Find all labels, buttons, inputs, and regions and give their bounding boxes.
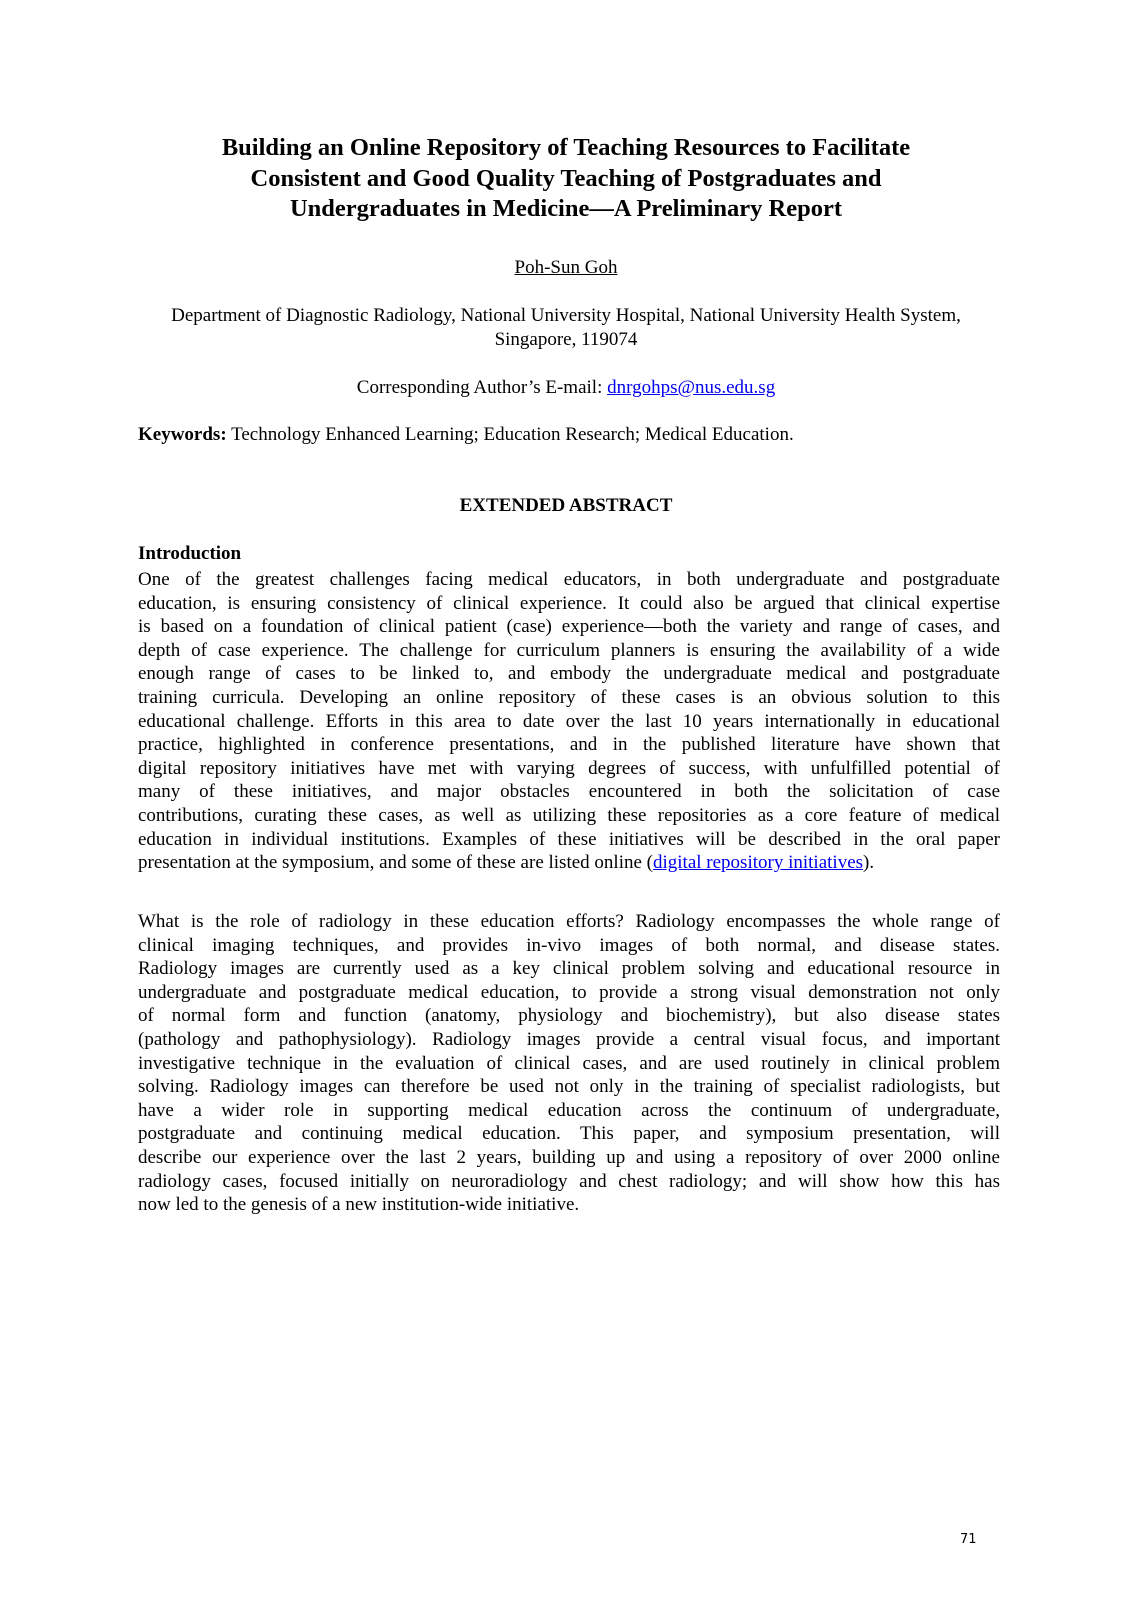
introduction-heading: Introduction (138, 543, 242, 564)
text-line: One of the greatest challenges facing medical educators, in both undergraduate and postgraduate (138, 569, 1000, 590)
text-fragment: ). (863, 852, 875, 874)
keywords-label: Keywords: (138, 424, 227, 445)
text-line: postgraduate and continuing medical education. This paper, and symposium presentation, will (138, 1123, 1000, 1145)
text-line: enough range of cases to be linked to, and embody the undergraduate medical and postgraduate (138, 663, 1000, 685)
digital-repository-initiatives-link[interactable]: digital repository initiatives (653, 852, 864, 874)
text-line: clinical imaging techniques, and provides in-vivo images of both normal, and disease states. (138, 934, 1000, 956)
text-line: contributions, curating these cases, as well as utilizing these repositories as a core feature of medical (138, 804, 1000, 826)
text-line: is based on a foundation of clinical patient (case) experience—both the variety and range of cases, and (138, 616, 1000, 638)
text-line: have a wider role in supporting medical education across the continuum of undergraduate, (138, 1099, 1000, 1121)
affiliation-line: Department of Diagnostic Radiology, National University Hospital, National University Health System, (171, 305, 961, 326)
title-line: Consistent and Good Quality Teaching of Postgraduates and (250, 164, 882, 192)
text-line: depth of case experience. The challenge for curriculum planners is ensuring the availability of a wide (138, 639, 1000, 661)
text-line: radiology cases, focused initially on neuroradiology and chest radiology; and will show how this has (138, 1170, 1000, 1192)
text-line: now led to the genesis of a new institution-wide initiative. (138, 1194, 580, 1216)
text-line (138, 851, 1000, 875)
text-line: training curricula. Developing an online repository of these cases is an obvious solution to this (138, 686, 1000, 708)
text-line: practice, highlighted in conference presentations, and in the published literature have shown that (138, 734, 1000, 756)
affiliation-line: Singapore, 119074 (494, 329, 638, 350)
text-line: digital repository initiatives have met with varying degrees of success, with unfulfilled potential of (138, 757, 1000, 779)
text-line: solving. Radiology images can therefore be used not only in the training of specialist radiologists, but (138, 1076, 1000, 1098)
text-line: education, is ensuring consistency of clinical experience. It could also be argued that clinical expertise (138, 592, 1000, 614)
text-line: (pathology and pathophysiology). Radiology images provide a central visual focus, and important (138, 1028, 1000, 1050)
text-line: educational challenge. Efforts in this area to date over the last 10 years internationally in educational (138, 710, 1000, 732)
affiliation (100, 304, 1032, 352)
text-line: many of these initiatives, and major obstacles encountered in both the solicitation of case (138, 781, 1000, 803)
keywords (138, 423, 794, 447)
text-fragment: presentation at the symposium, and some of these are listed online ( (138, 852, 653, 874)
email-label: Corresponding Author’s E-mail: (356, 377, 608, 398)
section-heading: EXTENDED ABSTRACT (459, 495, 673, 516)
paragraph-introduction (138, 568, 1000, 875)
text-line: education in individual institutions. Examples of these initiatives will be described in the oral paper (138, 828, 1000, 850)
title-line: Building an Online Repository of Teaching Resources to Facilitate (221, 134, 911, 161)
text-line: investigative technique in the evaluation of clinical cases, and are used routinely in clinical problem (138, 1052, 1000, 1074)
text-line: of normal form and function (anatomy, physiology and biochemistry), but also disease states (138, 1005, 1000, 1027)
text-line: describe our experience over the last 2 years, building up and using a repository of over 2000 online (138, 1146, 1000, 1168)
author-block (0, 256, 1132, 280)
paper-title (150, 133, 982, 225)
author-name: Poh-Sun Goh (514, 257, 618, 278)
paragraph-radiology-role (138, 910, 1000, 1217)
title-line: Undergraduates in Medicine—A Preliminary Report (289, 195, 843, 222)
page-number: 71 (960, 1532, 977, 1547)
text-line: undergraduate and postgraduate medical education, to provide a strong visual demonstration not only (138, 981, 1000, 1003)
text-line: What is the role of radiology in these education efforts? Radiology encompasses the whole range of (138, 911, 1000, 932)
text-line: Radiology images are currently used as a key clinical problem solving and educational resource in (138, 958, 1000, 980)
keywords-text: Technology Enhanced Learning; Education Research; Medical Education. (226, 424, 794, 445)
email-link[interactable]: dnrgohps@nus.edu.sg (607, 377, 776, 398)
corresponding-email (0, 376, 1132, 400)
